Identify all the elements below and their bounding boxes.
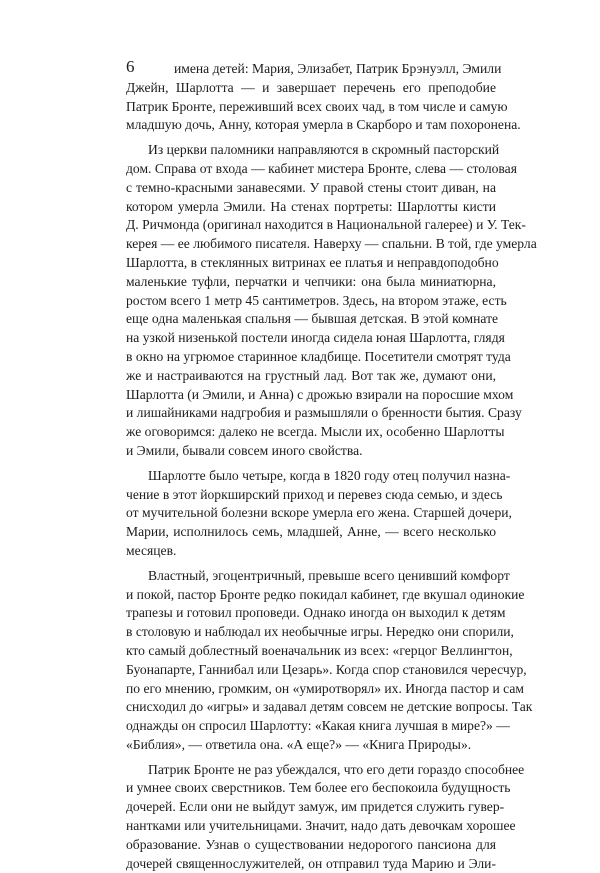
text-line: Д. Ричмонда (оригинал находится в Национальной галерее) и У. Тек- (126, 217, 526, 233)
text-line: на узкой низенькой постели иногда сидела юная Шарлотта, глядя (126, 330, 505, 346)
text-line: керея — ее любимого писателя. Наверху — спальни. В той, где умерла (126, 236, 537, 252)
text-line: снисходил до «игры» и задавал детям совсем не детские вопросы. Так (126, 699, 533, 715)
text-line: Шарлотта (и Эмили, и Анна) с дрожью взирали на поросшие мхом (126, 386, 514, 402)
text-line: и Эмили, бывали совсем иного свойства. (126, 442, 363, 458)
paragraph (126, 467, 512, 561)
text-line: чение в этот йоркширский приход и перевез сюда семью, и здесь (126, 486, 503, 502)
text-line: имена детей: Мария, Элизабет, Патрик Брэнуэлл, Эмили (174, 61, 502, 76)
text-line: Буонапарте, Ганнибал или Цезарь». Когда спор становился чересчур, (126, 661, 527, 677)
paragraph (126, 141, 537, 461)
text-line: трапезы и готовил проповеди. Однако иногда он выходил к детям (126, 605, 506, 621)
text-line: еще одна маленькая спальня — бывшая детская. В этой комнате (126, 311, 499, 327)
text-line: нантками или учительницами. Значит, надо дать девочкам хорошее (126, 818, 516, 834)
text-line: маленькие туфли, перчатки и чепчики: она была миниатюрна, (126, 273, 496, 289)
text-line: же и настраиваются на грустный лад. Вот так же, думают они, (126, 367, 496, 383)
text-line: дом. Справа от входа — кабинет мистера Бронте, слева — столовая (126, 160, 517, 176)
text-line: Шарлотта, в стеклянных витринах ее платья и неправдоподобно (126, 254, 499, 270)
text-line: котором умерла Эмили. На стенах портреты: Шарлотты кисти (126, 198, 496, 214)
paragraph (126, 567, 533, 755)
text-line: Из церкви паломники направляются в скромный пасторский (148, 142, 500, 158)
body-text (126, 60, 537, 873)
text-line: с темно-красными занавесями. У правой стены стоит диван, на (126, 179, 496, 195)
text-line: Патрик Бронте не раз убеждался, что его дети гораздо способнее (148, 761, 525, 777)
text-line: ростом всего 1 метр 45 сантиметров. Здесь, на втором этаже, есть (126, 292, 507, 308)
text-line: «Библия», — ответила она. «А еще?» — «Книга Природы». (126, 736, 472, 752)
text-line: от мучительной болезни вскоре умерла его жена. Старшей дочери, (126, 505, 512, 521)
text-line: же оговоримся: далеко не всегда. Мысли их, особенно Шарлотты (126, 424, 505, 440)
text-line: по его мнению, громким, он «умиротворял» их. Иногда пастор и сам (126, 680, 525, 696)
paragraph (126, 761, 525, 873)
text-line: Шарлотте было четыре, когда в 1820 году отец получил назна- (148, 467, 511, 483)
text-line: Джейн, Шарлотта — и завершает перечень его преподобие (126, 79, 496, 95)
text-line: Марии, исполнилось семь, младшей, Анне, — всего несколько (126, 524, 496, 540)
paragraph (126, 60, 521, 135)
text-line: и покой, пастор Бронте редко покидал кабинет, где вкушал одинокие (126, 586, 525, 602)
text-line: и умнее своих сверстников. Тем более его беспокоила будущность (126, 780, 511, 796)
text-line: в окно на угрюмое старинное кладбище. Посетители смотрят туда (126, 348, 511, 364)
text-line: дочерей священнослужителей, он отправил туда Марию и Эли- (126, 855, 496, 871)
text-line: в столовую и наблюдал их необычные игры. Нередко они спорили, (126, 624, 514, 640)
page-number: 6 (126, 57, 135, 76)
text-line: дочерей. Если они не выйдут замуж, им придется служить гувер- (126, 799, 505, 815)
text-line: младшую дочь, Анну, которая умерла в Скарборо и там похоронена. (126, 117, 521, 133)
text-line: образование. Узнав о существовании недорогого пансиона для (126, 836, 496, 852)
text-line: и лишайниками надгробия и размышляли о бренности бытия. Сразу (126, 405, 522, 421)
text-line: кто самый доблестный военачальник из всех: «герцог Веллингтон, (126, 642, 513, 658)
text-line: Патрик Бронте, переживший всех своих чад, в том числе и самую (126, 98, 508, 114)
text-line: Властный, эгоцентричный, превыше всего ценивший комфорт (148, 567, 510, 583)
text-line: месяцев. (126, 542, 177, 558)
text-line: однажды он спросил Шарлотту: «Какая книга лучшая в мире?» — (126, 718, 510, 734)
